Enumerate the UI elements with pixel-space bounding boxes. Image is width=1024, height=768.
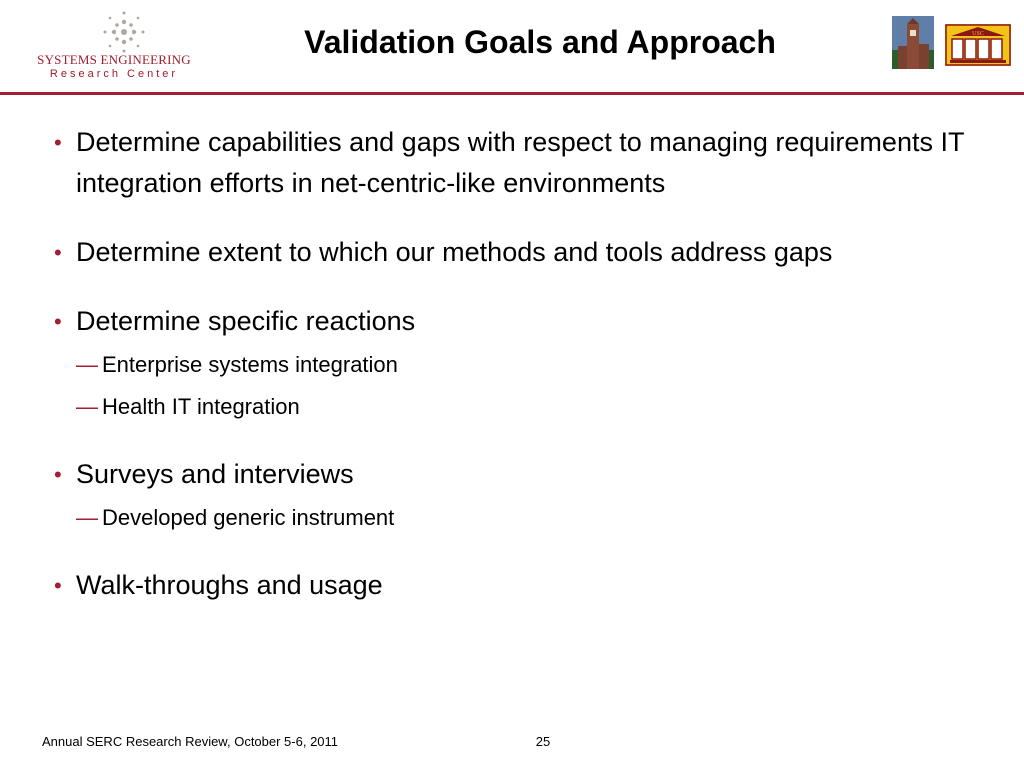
slide-header — [0, 0, 1024, 96]
bullet-item — [52, 565, 982, 606]
dash-icon: — — [76, 352, 98, 377]
logo-line-1: SYSTEMS ENGINEERING — [37, 52, 191, 67]
slide-title: Validation Goals and Approach — [304, 24, 776, 60]
sub-bullet-item — [52, 346, 982, 384]
usc-badge-text: USC — [972, 31, 984, 37]
bullet-dot-icon: • — [54, 462, 62, 487]
bullet-item — [52, 454, 982, 495]
bullet-list — [52, 122, 982, 606]
bullet-item — [52, 301, 982, 342]
sub-bullet-text: Enterprise systems integration — [102, 352, 398, 377]
sub-bullet-text: Developed generic instrument — [102, 505, 395, 530]
usc-badge — [945, 24, 1011, 66]
bullet-dot-icon: • — [54, 573, 62, 598]
bullet-dot-icon: • — [54, 130, 62, 155]
dash-icon: — — [76, 394, 98, 419]
footer-event-label: Annual SERC Research Review, October 5-6, 2011 — [42, 734, 339, 749]
bullet-item — [52, 122, 982, 204]
bullet-text: Determine specific reactions — [76, 306, 416, 336]
sub-bullet-item — [52, 499, 982, 537]
dash-icon: — — [76, 505, 98, 530]
sub-bullet-item — [52, 388, 982, 426]
page-number: 25 — [535, 734, 551, 749]
bullet-item — [52, 232, 982, 273]
sub-bullet-text: Health IT integration — [102, 394, 300, 419]
tower-photo — [892, 16, 934, 69]
bullet-text: Determine capabilities and gaps with respect to managing requirements IT integration efforts in net-centric-like environments — [76, 127, 964, 198]
bullet-text: Determine extent to which our methods and tools address gaps — [76, 237, 833, 267]
bullet-dot-icon: • — [54, 309, 62, 334]
bullet-dot-icon: • — [54, 240, 62, 265]
serc-logo — [14, 8, 210, 84]
bullet-text: Walk-throughs and usage — [76, 570, 383, 600]
logo-line-2: Research Center — [49, 68, 179, 80]
bullet-text: Surveys and interviews — [76, 459, 354, 489]
header-divider — [0, 92, 1024, 95]
serc-logo-mark-icon — [94, 8, 154, 56]
